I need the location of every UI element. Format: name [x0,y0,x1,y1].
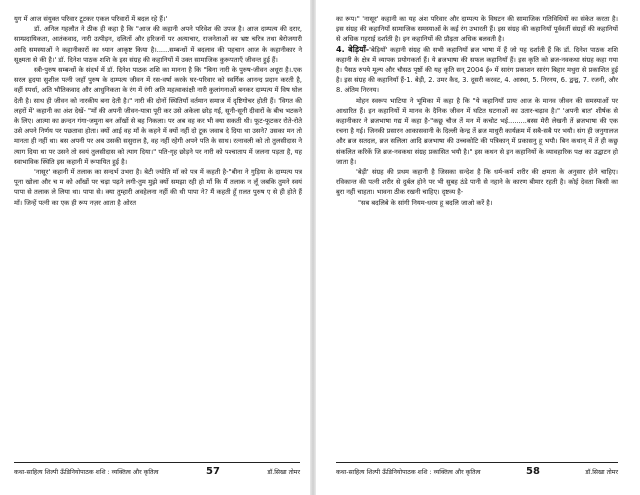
section-text: 'बेड़ियाँ' कहानी संग्रह की सभी कहानियाँ ब्रज भाषा में हैं जो यह दर्शाती हैं कि डॉ. दिनेश पाठक शशि कहानी के क्षेत्र में व्यापक प्रयोगकर्ता हैं। ये ब्रजभाषा की सफल कहानियाँ हैं। इस कृति को ब्रज-नवकथा संग्रह कहा गया है। पैसठ रुपये मूल्य और चौसठ पृष्ठों की यह कृति सन् 2004 ई० में सारंग प्रकाशन सारंग बिहार मथुरा से प्रकाशित हुई है। इस संग्रह की कहानियाँ हैं-1. बेड़ी, 2. उमर कैद, 3. दूसरी करवट, 4. आस्था, 5. निरनय, 6. द्वन्द्व, 7. रजनी, और 8. अंतिम निरनय। [336,45,619,95]
left-page-body [14,14,302,208]
section-paragraph [336,45,618,96]
page-number: 58 [525,466,540,477]
right-page [320,0,630,495]
paragraph: डॉ. अनिल गहलौत ने ठीक ही कहा है कि "आज की कहानी अपने परिवेश की उपज है। आज दाम्पत्य की दरार, साम्प्रदायिकता, आतंकवाद, नारी उत्पीड़न, दलितों और हरिजनों पर अत्याचार, राजनेताओं का भ्रष्ट चरित्र तथा बेरोजगारी आदि समस्याओं ने कहानीकारों का ध्यान आकृष्ट किया है।......सम्बन्धों में बदलाव की पहचान आज के कहानीकार ने सूक्ष्मता से की है।' डॉ. दिनेश पाठक शशि के इस संग्रह की कहानियों में उक्त सामाजिक कुरूपताएँ जीवन्त हुई हैं। [14,25,302,64]
paragraph: स्त्री-पुरुष सम्बन्धों के संदर्भ में डॉ. दिनेश पाठक शशि का मानना है कि "बिना नारी के पुरुष-जीवन अधूरा है।.एक सरल हृदया सुशील पत्नी जहाँ पुरुष के दाम्पत्य जीवन में रस-वर्षा करके घर-परिवार को स्वर्गिक आनन्द प्रदान करती है, वहीं स्पर्धा, अति भौतिकवाद और आधुनिकता के रंग में रंगी अति महत्वाकांक्षी नारी कुलांगनाओं बनकर दाम्पत्य में विष घोल देती है। साथ ही जीवन को नारकीय बना देती है।" नारी की दोनों स्थितियाँ वर्तमान समाज में दृष्टिगोचर होती हैं। 'विगत की लहरों में' कहानी का अंश देखें- "माँ की अपनी जीवन-यात्रा पूरी कर उसे अकेला छोड़ गईं, सूनी-सूनी दीवारों के बीच भटकने के लिए। आत्मा का क्रन्दन गंगा-जमुना बन आँखों से बह निकला। पर अब वह कर भी क्या सकती थी। फूट-फूटकर रोते-रोते उसे अपने निर्णय पर पछतावा होता। क्यों आई वह माँ के कहने में क्यों नहीं दो टूक जवाब दे दिया था उसने? उसका मन तो मानता ही नहीं था। बस अपनी पर अब उसकी ससुराल है, वह नहीं रहेगी अपने पति के साथ। रत्नावली को तो तुलसीदास ने त्याग दिया था पर उसने तो स्वयं तुलसीदास को त्याग दिया।" पति-गृह छोड़ने पर नारी को पश्चाताप में जलना पड़ता है, यह स्वाभाविक स्थिति इस कहानी में रूपायित हुई है। [14,66,302,166]
right-page-body [336,14,618,208]
section-heading: 4. बेड़ियाँ- [336,44,370,54]
footer-author: डॉ.सिखा तोमर [585,469,618,476]
footer-author: डॉ.सिखा तोमर [267,469,300,476]
page-footer [14,462,300,477]
footer-series-title: कथा-साहित्य शिल्पी ऊँडिनियोपाठक शशि : व्यक्तित्व और कृतित्व [14,469,159,476]
page-footer [336,462,618,477]
paragraph: मोहन स्वरूप भाटिया ने भूमिका में कहा है कि "ये कहानियाँ प्रायः आज के मानव जीवन की समस्याओं पर आधारित हैं। इन कहानियों में मानव के दैनिक जीवन में घटित घटनाओं का उतार-चढ़ाव है।" 'अपनी बात' शीर्षक से कहानीकार ने ब्रजभाषा गद्य में कहा है-"कछू चौज तें मन में कचोट भई.........बस्स मेरी लेखनी तें ब्रजभाषा की एक रचना है गई। जिनकी प्रसारन आकासवानी के दिल्ली केन्द्र तें ब्रज माधुरी कार्यक्रम में सबै-सबै पर भयौ। संग ही जनुगालज और ब्रज सतदल, ब्रज सलिला आदि ब्रजभाषा की उच्चकोटि की पत्रिकान् में प्रकासनु हू भयौ। बिन कथान् में तें ही कछु संकलित करिकें जि ब्रज-नवकथा संग्रह प्रकासित भयौ है।" इस कथन से इन कहानियों के व्यावहारिक पक्ष का उद्घाटन हो जाता है। [336,96,618,166]
book-gutter [310,0,316,495]
left-page [0,0,310,495]
quote-paragraph: "सब बदलिबे के सांगी नियम-धरम हू बदलि जाओ करें है। [358,198,493,207]
paragraph: 'बेड़ी' संग्रह की प्रथम कहानी है जिसका सन्देश है कि धर्म-कर्म शरीर की क्षमता के अनुसार होने चाहिए। रविकान्त की पत्नी शरीर से दुर्बल होने पर भी सुबह ठंडे पानी से नहाने के कारण बीमार रहती है। कोई देवता किसी का बुरा नहीं चाहता। भावना ठीक रखनी चाहिए। दृष्टव्य है- [336,168,618,197]
paragraph: 'नासूर' कहानी में तलाक का सन्दर्भ उभरा है। बेटी ज्योति माँ को पत्र में कहती है-"बीना ने गुड़िया के दाम्पत्य पत्र पूना खोला और च म को आँखों पर चढ़ा पढ़ने लगी-तुम मुझे क्यों समझा रही हो माँ कि मैं तलाक न लूँ जबकि तुमने स्वयं पापा से तलाक ले लिया था। पापा से। क्या तुम्हारी अवहेलना नहीं की थी पापा ने? मैं कहती हूँ ग़लत पुरुष ए से ही होते हैं माँ। जिन्हें पत्नी का एक ही रूप नज़र आता है ओरत [14,168,302,207]
page-number: 57 [205,466,220,477]
footer-series-title: कथा-साहित्य शिल्पी ऊँडिनियोपाठक शशि : व्यक्तित्व और कृतित्व [336,469,481,476]
paragraph: युग में आज संयुक्त परिवार टूटकर एकल परिवारों में बदल रहे हैं।' [14,15,168,23]
paragraph: का रूप।" 'नासूर' कहानी का यह अंश परिवार और दाम्पत्य के विघटन की सामाजिक गतिविधियों का संकेत करता है। इस संग्रह की कहानियाँ सामाजिक समस्याओं के कई रंग उभारती हैं। इस संग्रह की कहानियाँ पूर्ववर्ती संग्रहों की कहानियों से अधिक गहराई दर्शाती है। इन कहानियों की प्रौढ़ता अधिक बलवती है। [336,15,618,44]
